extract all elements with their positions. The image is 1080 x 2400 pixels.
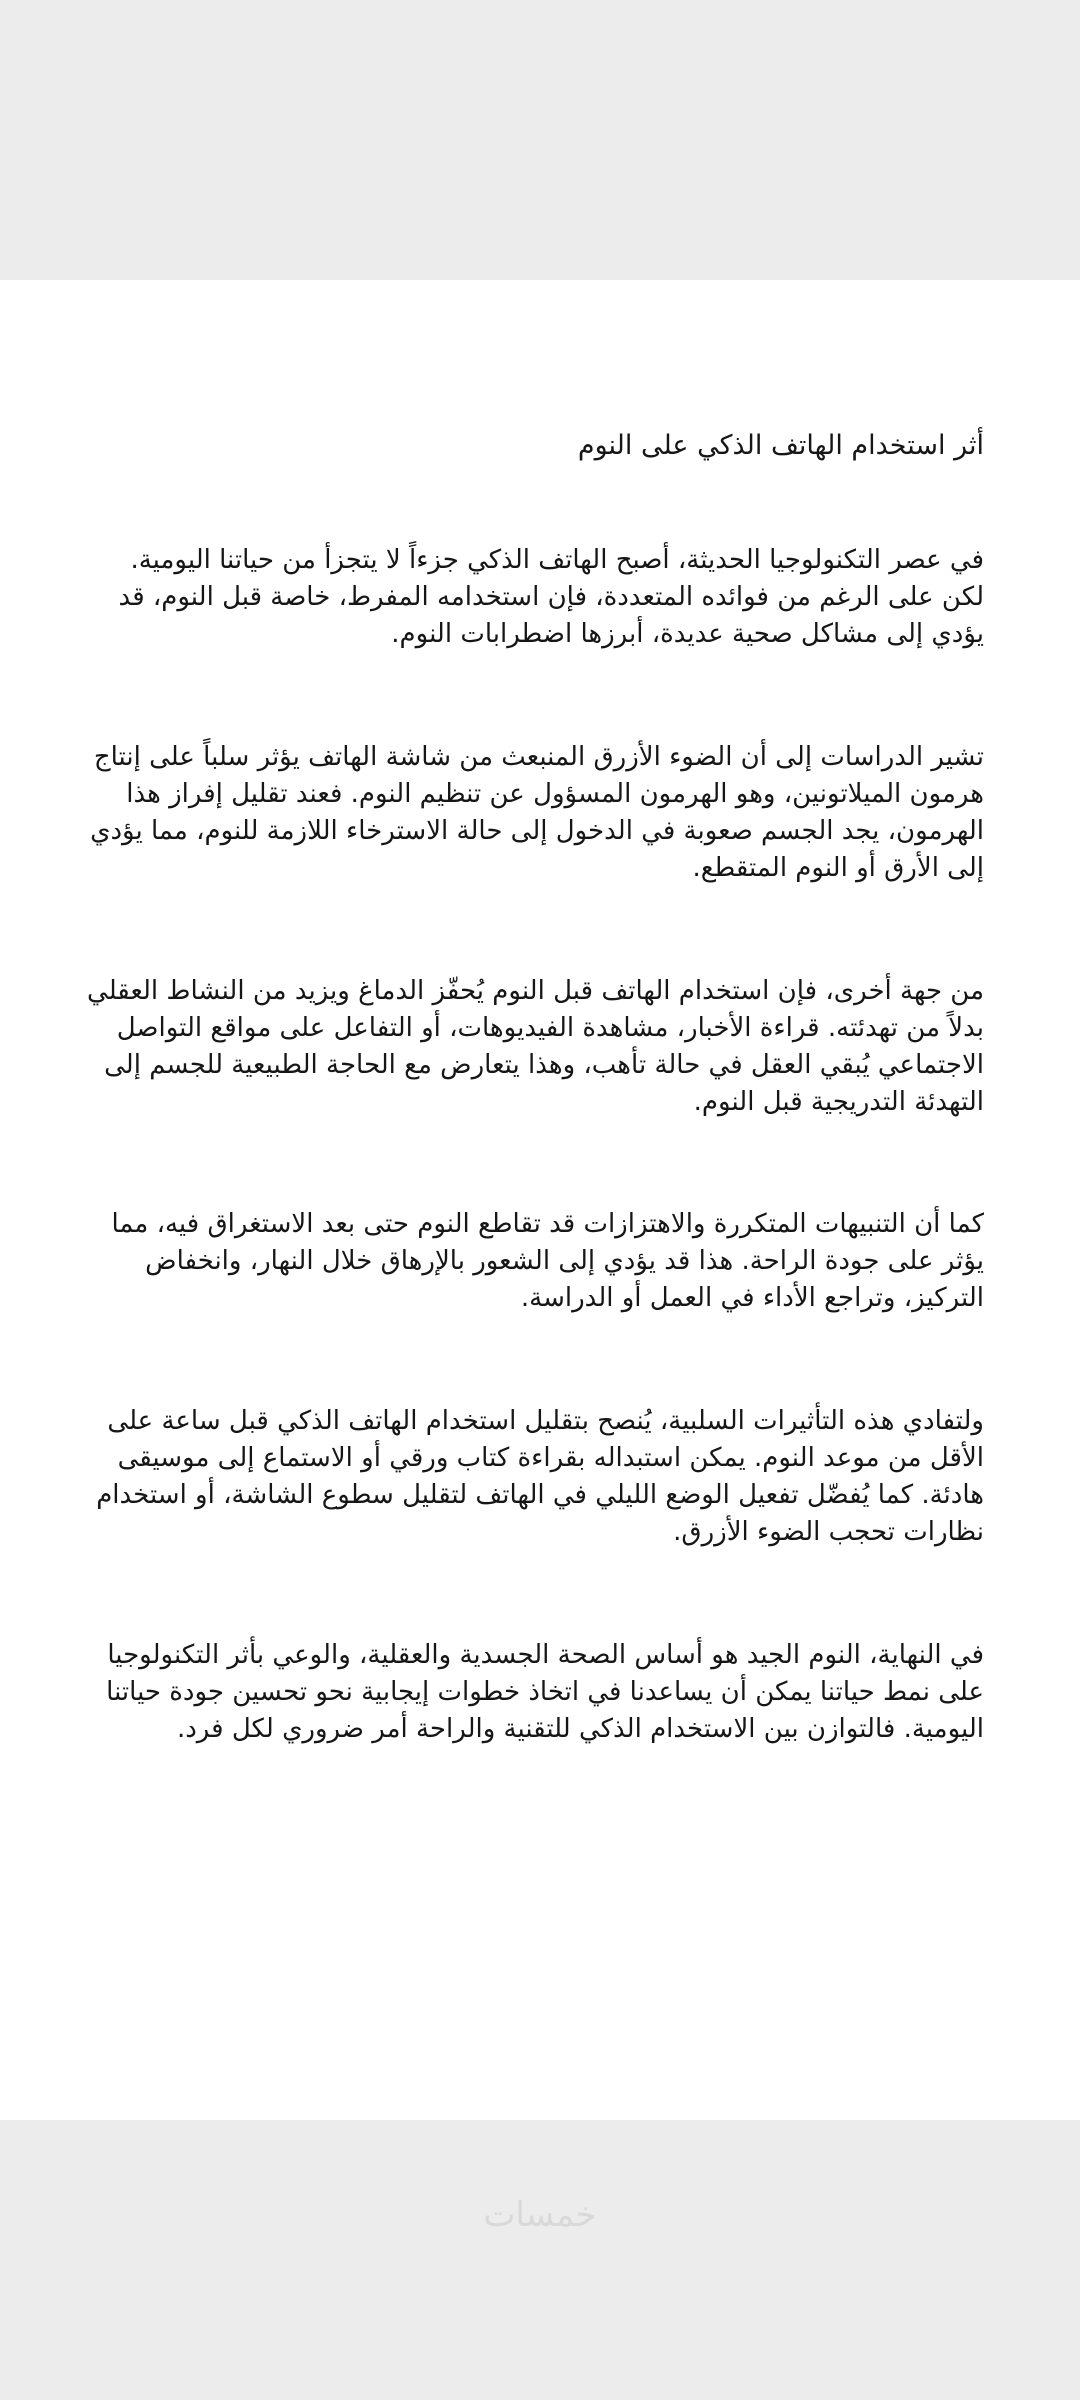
watermark-logo: خمسات [483,2195,597,2235]
paragraph-1: في عصر التكنولوجيا الحديثة، أصبح الهاتف الذكي جزءاً لا يتجزأ من حياتنا اليومية. لكن على الرغم من فوائده المتعددة، فإن استخدامه المفرط، خاصة قبل النوم، قد يؤدي إلى مشاكل صحية عديدة، أبرزها اضطرابات النوم. [118,545,984,650]
document-page [0,280,1080,2120]
paragraph-4: كما أن التنبيهات المتكررة والاهتزازات قد تقاطع النوم حتى بعد الاستغراق فيه، مما يؤثر على جودة الراحة. هذا قد يؤدي إلى الشعور بالإرهاق خلال النهار، وانخفاض التركيز، وتراجع الأداء في العمل أو الدراسة. [111,1209,984,1314]
top-margin-band [0,0,1080,280]
document-title: أثر استخدام الهاتف الذكي على النوم [577,430,984,461]
paragraph-3: من جهة أخرى، فإن استخدام الهاتف قبل النوم يُحفّز الدماغ ويزيد من النشاط العقلي بدلاً من تهدئته. قراءة الأخبار، مشاهدة الفيديوهات، أو التفاعل على مواقع التواصل الاجتماعي يُبقي العقل في حالة تأهب، وهذا يتعارض مع الحاجة الطبيعية للجسم إلى التهدئة التدريجية قبل النوم. [87,975,984,1117]
paragraph-5: ولتفادي هذه التأثيرات السلبية، يُنصح بتقليل استخدام الهاتف الذكي قبل ساعة على الأقل من موعد النوم. يمكن استبداله بقراءة كتاب ورقي أو الاستماع إلى موسيقى هادئة. كما يُفضّل تفعيل الوضع الليلي في الهاتف لتقليل سطوع الشاشة، أو استخدام نظارات تحجب الضوء الأزرق. [96,1406,984,1547]
bottom-margin-band [0,2120,1080,2400]
paragraph-6: في النهاية، النوم الجيد هو أساس الصحة الجسدية والعقلية، والوعي بأثر التكنولوجيا على نمط حياتنا يمكن أن يساعدنا في اتخاذ خطوات إيجابية نحو تحسين جودة حياتنا اليومية. فالتوازن بين الاستخدام الذكي للتقنية والراحة أمر ضروري لكل فرد. [106,1639,984,1744]
paragraph-2: تشير الدراسات إلى أن الضوء الأزرق المنبعث من شاشة الهاتف يؤثر سلباً على إنتاج هرمون الميلاتونين، وهو الهرمون المسؤول عن تنظيم النوم. فعند تقليل إفراز هذا الهرمون، يجد الجسم صعوبة في الدخول إلى حالة الاسترخاء اللازمة للنوم، مما يؤدي إلى الأرق أو النوم المتقطع. [90,742,984,883]
